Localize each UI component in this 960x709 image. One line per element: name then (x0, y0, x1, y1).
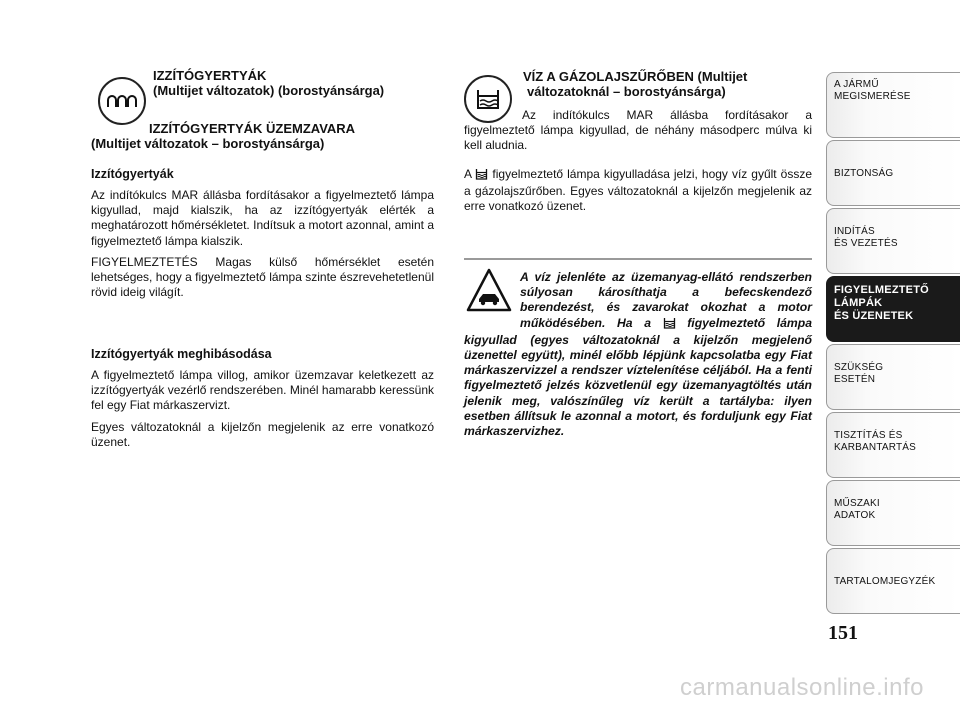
glow-plug-warning-paragraph: FIGYELMEZTETÉS Magas külső hőmérséklet esetén lehetséges, hogy a figyelmeztető lámpa szinte észrevehetetlenül rövid ideig világít. (91, 254, 434, 300)
water-in-fuel-text-2: A figyelmeztető lámpa kigyulladása jelzi, hogy víz gyűlt össze a gázolajszűrőben. Egyes változatoknál a kijelzőn megjelenik az erre vonatkozó üzenet. (464, 167, 813, 214)
glow-plug-fault-subheading: Izzítógyertyák meghibásodása (91, 347, 272, 361)
glow-plug-subheading: Izzítógyertyák (91, 167, 174, 181)
tab-tisztitas-es-karbantartas[interactable]: TISZTÍTÁS ÉS KARBANTARTÁS (826, 412, 960, 478)
tab-szukseg-eseten[interactable]: SZÜKSÉG ESETÉN (826, 344, 960, 410)
page-number: 151 (828, 622, 858, 644)
water-in-fuel-inline-icon (475, 168, 488, 184)
tab-inditas-es-vezetes[interactable]: INDÍTÁS ÉS VEZETÉS (826, 208, 960, 274)
glow-plug-title: IZZÍTÓGYERTYÁK (Multijet változatok) (borostyánsárga) (153, 68, 385, 98)
water-in-fuel-inline-icon (663, 317, 676, 333)
water-in-fuel-title: VÍZ A GÁZOLAJSZŰRŐBEN (Multijet változatoknál – borostyánsárga) (523, 69, 748, 99)
glow-plug-fault-text (91, 368, 434, 456)
glow-plug-fault-display-paragraph: Egyes változatoknál a kijelzőn megjelenik az erre vonatkozó üzenet. (91, 419, 434, 449)
tab-figyelmezteto-lampak[interactable]: FIGYELMEZTETŐ LÁMPÁK ÉS ÜZENETEK (826, 276, 960, 342)
glow-plug-text (91, 188, 434, 306)
glow-plug-fault-title: IZZÍTÓGYERTYÁK ÜZEMZAVARA (Multijet változatok – borostyánsárga) (91, 121, 356, 151)
watermark: carmanualsonline.info (680, 674, 924, 701)
glow-plug-fault-paragraph: A figyelmeztető lámpa villog, amikor üzemzavar keletkezett az izzítógyertyák vezérlő rendszerében. Minél hamarabb keressünk fel egy Fiat márkaszervizt. (91, 368, 434, 413)
water-in-fuel-text-1: Az indítókulcs MAR állásba fordításakor a figyelmeztető lámpa kigyullad, de néhány másodperc múlva ki kell aludnia. (464, 108, 812, 153)
tab-biztonsag[interactable]: BIZTONSÁG (826, 140, 960, 206)
tab-tartalomjegyzek[interactable]: TARTALOMJEGYZÉK (826, 548, 960, 614)
water-in-fuel-warning-text: A víz jelenléte az üzemanyag-ellátó rendszerben súlyosan károsíthatja a befecskendező berendezést, és zavarokat okozhat a motor működésében. Ha a figyelmeztető lámpa kigyullad (egyes változatoknál a kijelzőn megjelenő üzenettel együtt), minél előbb lépjünk kapcsolatba egy Fiat márkaszervizzel a rendszer víztelenítése céljából. Ha a fenti figyelmeztető jelzés közvetlenül egy üzemanyagtöltés után jelenik meg, valószínűleg víz került a tartályba: ilyen esetben állítsuk le azonnal a motort, és forduljunk egy Fiat márkaszervizhez. (464, 270, 812, 439)
glow-plug-icon (98, 77, 146, 125)
divider-line (464, 258, 812, 260)
tab-a-jarmu-megismerese[interactable]: A JÁRMŰ MEGISMERÉSE (826, 72, 960, 138)
glow-plug-paragraph: Az indítókulcs MAR állásba fordításakor a figyelmeztető lámpa kigyullad, majd kialszik, ha az izzítógyertyák elérték a meghatározott hőmérsékletet. Indítsuk a motort azonnal, amint a figyelmeztető lámpa kialszik. (91, 188, 434, 248)
tab-muszaki-adatok[interactable]: MŰSZAKI ADATOK (826, 480, 960, 546)
